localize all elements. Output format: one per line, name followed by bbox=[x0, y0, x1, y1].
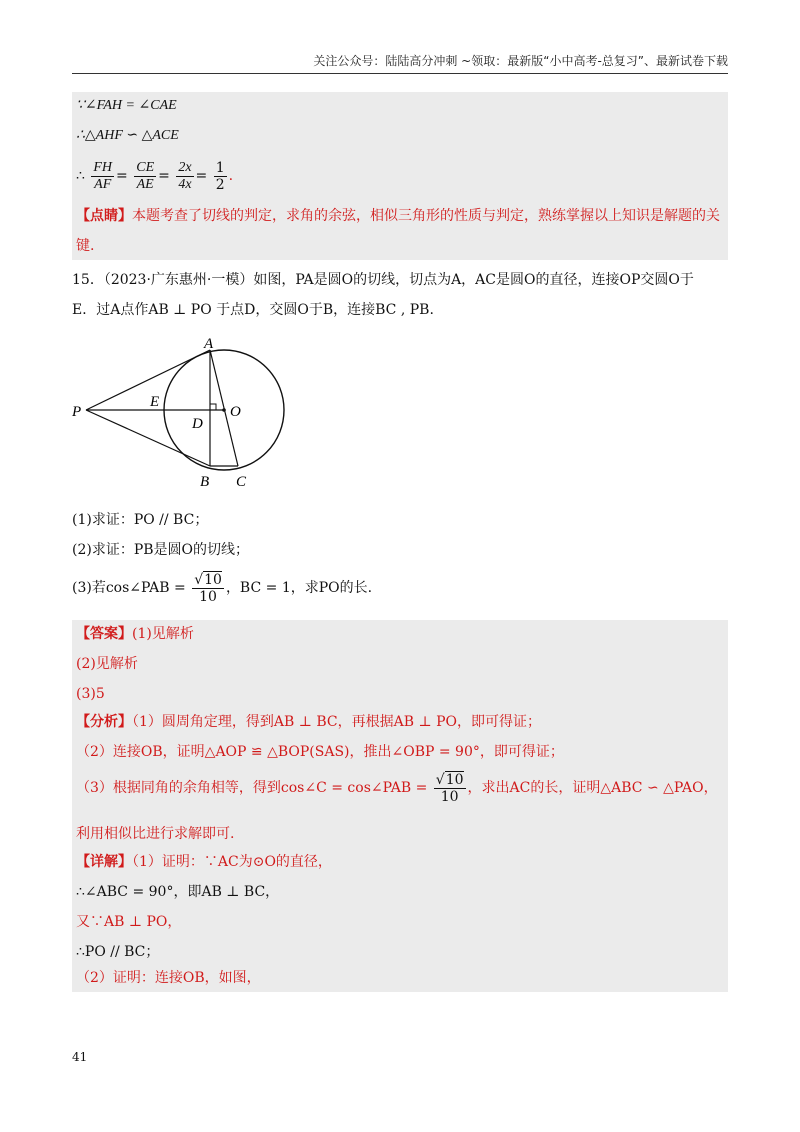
detail-line-5: （2）证明：连接OB，如图， bbox=[76, 970, 261, 986]
answer-line-1: 【答案】(1)见解析 bbox=[76, 626, 194, 642]
part-2: (2)求证：PB是圆O的切线； bbox=[72, 542, 250, 558]
fraction-sqrt10-10-analysis: $\frac{√10}{10}$ bbox=[435, 771, 464, 805]
tangent-pa bbox=[86, 350, 210, 410]
answer-line-3: (3)5 bbox=[76, 686, 105, 702]
analysis-label: 【分析】 bbox=[76, 714, 132, 730]
answer-label: 【答案】 bbox=[76, 626, 132, 642]
page-header: 关注公众号：陆陆高分冲刺 ~领取：最新版“小中高考-总复习”、最新试卷下载 bbox=[313, 54, 728, 68]
dianjing-line-2: 键. bbox=[76, 238, 95, 254]
therefore-symbol: ∴ bbox=[76, 168, 85, 184]
label-b: B bbox=[200, 474, 210, 490]
geometry-figure bbox=[70, 336, 300, 496]
header-rule bbox=[72, 73, 728, 74]
label-d: D bbox=[192, 416, 203, 432]
analysis-line-2: （2）连接OB，证明△AOP ≌ △BOP(SAS)，推出∠OBP = 90°，即可得证； bbox=[76, 744, 564, 760]
fraction-2x-4x: $\frac{2x}{4x}$ bbox=[178, 159, 192, 192]
dianjing-line-1 bbox=[76, 206, 720, 226]
label-a: A bbox=[204, 336, 214, 352]
answer-line-2: (2)见解析 bbox=[76, 656, 138, 672]
right-angle-mark bbox=[210, 404, 216, 410]
label-p: P bbox=[72, 404, 82, 420]
detail-line-2: ∴∠ABC = 90°，即AB ⊥ BC， bbox=[76, 884, 280, 900]
analysis-line-3: （3）根据同角的余角相等，得到cos∠C = cos∠PAB = $\frac{√10}{10}$ ，求出AC的长，证明△ABC ∽ △PAO， bbox=[76, 771, 718, 805]
center-point-o bbox=[222, 408, 226, 412]
fraction-1-2: $\frac{1}{2}$ bbox=[215, 159, 225, 193]
question-line-1: 15．（2023·广东惠州·一模）如图，PA是圆O的切线，切点为A，AC是圆O的直径，连接OP交圆O于 bbox=[72, 272, 694, 288]
page-number: 41 bbox=[72, 1050, 88, 1064]
label-c: C bbox=[236, 474, 247, 490]
question-line-2: E．过A点作AB ⊥ PO 于点D，交圆O于B，连接BC , PB. bbox=[72, 302, 434, 318]
label-e: E bbox=[150, 394, 160, 410]
step-line-2: ∴△AHF ∽ △ACE bbox=[76, 128, 179, 143]
part-1: (1)求证：PO // BC； bbox=[72, 512, 209, 528]
ratio-line: ∴ $\frac{FH}{AF}$ = $\frac{CE}{AE}$ = $\frac{2x}{4x}$ = $\frac{1}{2}$ . bbox=[76, 159, 234, 193]
detail-line-1: 【详解】（1）证明：∵AC为⊙O的直径， bbox=[76, 854, 332, 870]
analysis-line-1: 【分析】（1）圆周角定理，得到AB ⊥ BC，再根据AB ⊥ PO，即可得证； bbox=[76, 714, 541, 730]
dianjing-label: 【点睛】 bbox=[76, 208, 132, 224]
detail-line-4: ∴PO // BC； bbox=[76, 944, 160, 960]
detail-label: 【详解】 bbox=[76, 854, 132, 870]
analysis-line-4: 利用相似比进行求解即可. bbox=[76, 826, 235, 842]
fraction-ce-ae: $\frac{CE}{AE}$ bbox=[136, 159, 155, 192]
fraction-sqrt10-10: $\frac{√10}{10}$ bbox=[194, 571, 222, 605]
label-o: O bbox=[230, 404, 241, 420]
dianjing-text: 本题考查了切线的判定，求角的余弦，相似三角形的性质与判定，熟练掌握以上知识是解题的关 bbox=[132, 208, 720, 224]
detail-line-3: 又∵AB ⊥ PO， bbox=[76, 914, 182, 930]
fraction-fh-af: $\frac{FH}{AF}$ bbox=[93, 159, 113, 192]
part-3: (3)若cos∠PAB = $\frac{√10}{10}$ ，BC = 1，求PO的长. bbox=[72, 571, 373, 605]
step-line-1: ∵∠FAH = ∠CAE bbox=[76, 98, 177, 113]
